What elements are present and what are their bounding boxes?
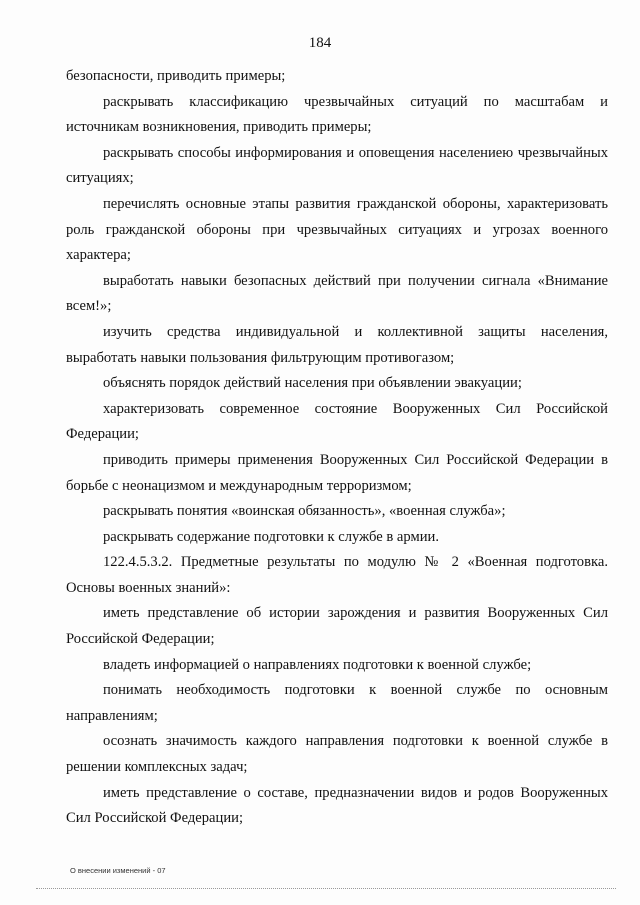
paragraph: осознать значимость каждого направления подготовки к военной службе в решении комплексных задач; (66, 733, 608, 776)
document-body (66, 64, 608, 832)
paragraph: раскрывать содержание подготовки к службе в армии. (103, 528, 439, 545)
paragraph: иметь представление о составе, предназначении видов и родов Вооруженных Сил Российской Федерации; (66, 784, 608, 827)
footer-note: О внесении изменений - 07 (70, 866, 166, 875)
paragraph: раскрывать способы информирования и оповещения населениею чрезвычайных ситуациях; (66, 144, 608, 187)
paragraph: понимать необходимость подготовки к военной службе по основным направлениям; (66, 682, 608, 724)
paragraph: объяснять порядок действий населения при объявлении эвакуации; (103, 375, 522, 392)
paragraph: выработать навыки безопасных действий при получении сигнала «Внимание всем!»; (66, 272, 608, 315)
paragraph: приводить примеры применения Вооруженных Сил Российской Федерации в борьбе с неонацизмом и международным терроризмом; (66, 451, 608, 494)
paragraph: изучить средства индивидуальной и коллективной защиты населения, выработать навыки пользования фильтрующим противогазом; (66, 323, 608, 366)
paragraph: владеть информацией о направлениях подготовки к военной службе; (103, 656, 532, 673)
paragraph: раскрывать понятия «воинская обязанность», «военная служба»; (103, 503, 506, 520)
paragraph: раскрывать классификацию чрезвычайных ситуаций по масштабам и источникам возникновения, приводить примеры; (66, 93, 608, 136)
paragraph: характеризовать современное состояние Вооруженных Сил Российской Федерации; (66, 400, 608, 443)
scan-artifact-line (36, 888, 616, 890)
paragraph: иметь представление об истории зарождения и развития Вооруженных Сил Российской Федерации; (66, 605, 608, 648)
section-heading-paragraph: 122.4.5.3.2. Предметные результаты по модулю № 2 «Военная подготовка. Основы военных знаний»: (66, 554, 608, 596)
page-number: 184 (308, 35, 332, 51)
paragraph: безопасности, приводить примеры; (66, 68, 286, 84)
paragraph: перечислять основные этапы развития гражданской обороны, характеризовать роль гражданской обороны при чрезвычайных ситуациях и угрозах военного характера; (66, 195, 608, 264)
